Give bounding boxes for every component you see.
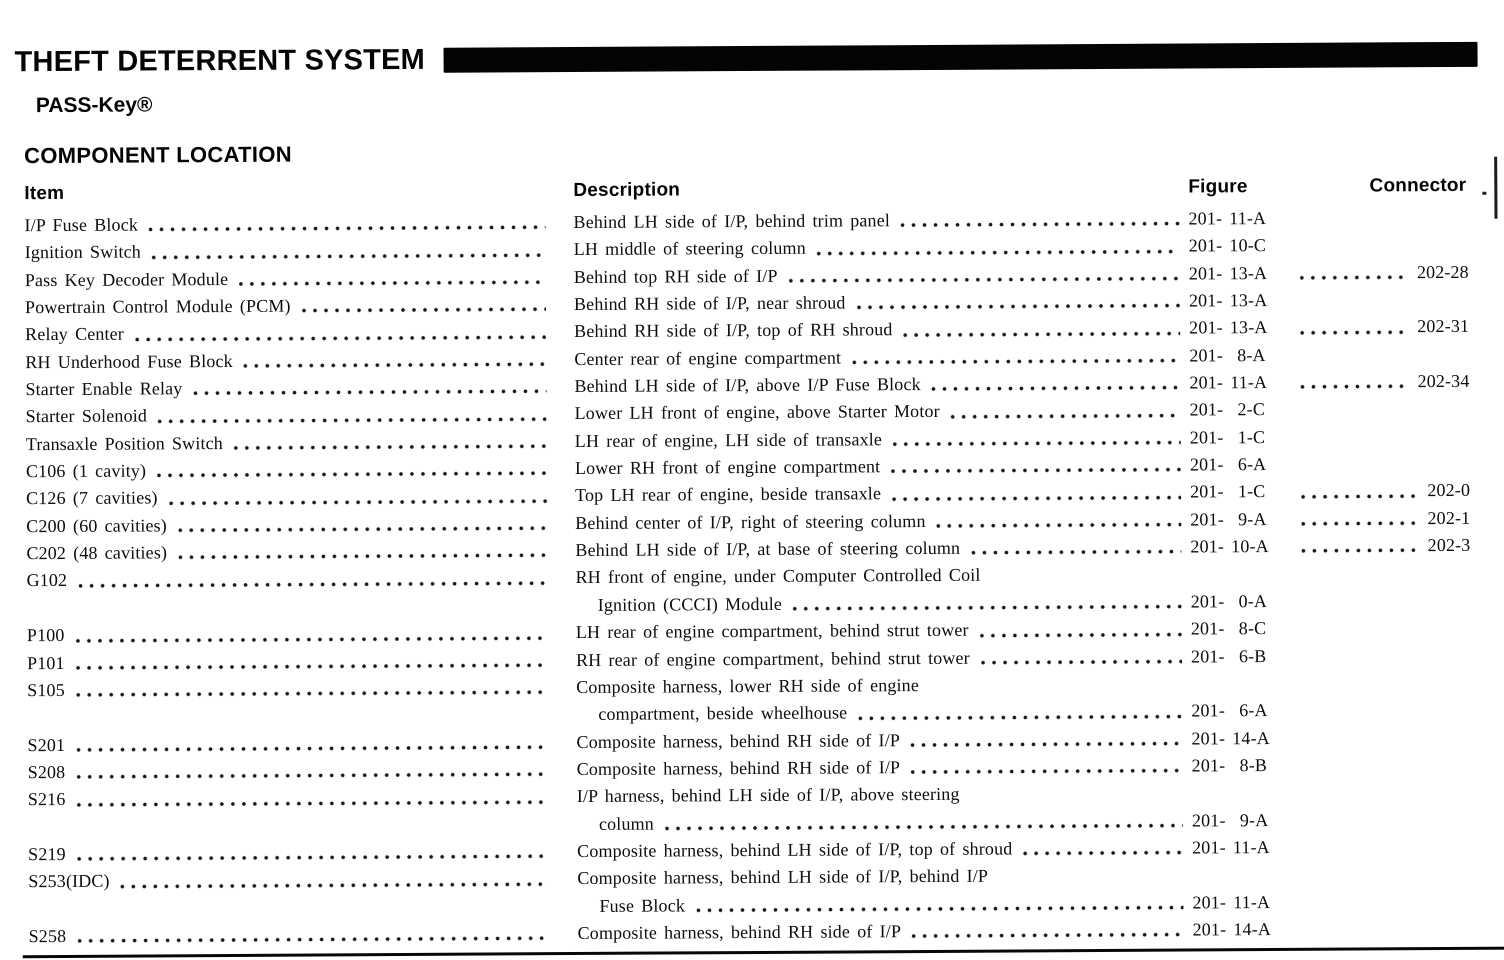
dot-leader — [665, 823, 1183, 830]
description-cell — [577, 862, 1192, 893]
dot-leader — [244, 362, 547, 368]
connector-cell — [1290, 505, 1470, 533]
dot-leader — [891, 468, 1181, 474]
section-heading: COMPONENT LOCATION — [24, 141, 292, 169]
dot-leader — [121, 882, 550, 888]
description-text: Composite harness, behind RH side of I/P — [577, 921, 902, 943]
dot-leader — [76, 800, 548, 807]
item-label: Pass Key Decoder Module — [24, 268, 229, 290]
description-cell — [576, 725, 1191, 756]
item-cell — [27, 647, 576, 678]
figure-cell: 201- 11-A — [1192, 836, 1270, 858]
description-text: Center rear of engine compartment — [574, 347, 842, 369]
description-text: Behind top RH side of I/P — [573, 265, 778, 287]
connector-cell — [1290, 532, 1470, 560]
connector-cell — [1289, 259, 1469, 287]
description-text-continued: Ignition (CCCI) Module — [597, 593, 783, 615]
connector-cell — [1289, 286, 1469, 314]
item-cell — [26, 428, 575, 459]
connector-value: 202-31 — [1417, 316, 1470, 337]
dot-leader — [892, 495, 1181, 501]
figure-cell — [1190, 560, 1290, 588]
item-cell — [27, 729, 576, 760]
connector-cell — [1288, 204, 1468, 232]
description-text-continued: Fuse Block — [599, 894, 686, 916]
description-text: Composite harness, behind RH side of I/P — [576, 757, 901, 779]
dot-leader — [793, 605, 1182, 611]
dot-leader — [857, 304, 1180, 310]
item-label: S216 — [27, 789, 66, 810]
description-cell — [577, 834, 1192, 865]
dot-leader — [696, 905, 1183, 912]
figure-cell — [1192, 779, 1292, 807]
dot-leader — [980, 632, 1182, 637]
dot-leader — [193, 390, 546, 396]
dot-leader — [981, 659, 1182, 664]
description-text: Composite harness, behind LH side of I/P, behind I/P — [577, 865, 989, 889]
item-label: S208 — [27, 761, 66, 783]
description-text: RH front of engine, under Computer Controlled Coil — [575, 565, 981, 588]
item-cell — [28, 893, 577, 924]
description-text: Behind LH side of I/P, above I/P Fuse Block — [574, 374, 921, 397]
description-text: I/P harness, behind LH side of I/P, above steering — [576, 784, 960, 807]
description-cell — [575, 424, 1190, 455]
description-text-continued: column — [598, 813, 654, 834]
figure-cell: 201- 14-A — [1192, 918, 1271, 940]
connector-value: 202-34 — [1417, 370, 1470, 392]
description-cell — [574, 260, 1189, 291]
item-cell — [27, 701, 576, 732]
dot-leader — [76, 745, 548, 752]
connector-value: 202-28 — [1416, 261, 1469, 282]
figure-cell: 201- 6-B — [1190, 645, 1267, 666]
item-label: S219 — [28, 843, 66, 865]
dot-leader — [893, 441, 1181, 447]
dot-leader — [1301, 549, 1415, 554]
description-text: LH rear of engine, LH side of transaxle — [574, 429, 883, 451]
connector-cell — [1289, 341, 1469, 369]
connector-cell — [1290, 423, 1470, 451]
title-row — [0, 0, 1502, 79]
dot-leader — [1300, 330, 1405, 335]
connector-cell — [1289, 313, 1469, 341]
figure-cell: 201- 11-A — [1188, 208, 1267, 229]
item-cell — [25, 264, 574, 295]
dot-leader — [1301, 494, 1415, 499]
connector-value: 202-0 — [1427, 480, 1471, 501]
description-cell — [574, 288, 1189, 319]
figure-cell: 201- 1-C — [1190, 481, 1266, 502]
connector-cell — [1291, 669, 1471, 697]
item-cell — [26, 537, 575, 568]
description-text: Behind LH side of I/P, at base of steering column — [575, 537, 961, 561]
description-cell — [575, 397, 1190, 428]
description-cell — [574, 342, 1189, 373]
dot-leader — [152, 253, 546, 259]
item-cell — [25, 346, 574, 377]
connector-cell — [1292, 887, 1472, 915]
connector-cell — [1292, 751, 1472, 779]
figure-cell: 201- 13-A — [1188, 262, 1268, 284]
item-cell — [28, 783, 577, 814]
item-label: S201 — [27, 734, 66, 755]
figure-cell: 201- 8-C — [1190, 618, 1267, 639]
item-label: C202 (48 cavities) — [26, 542, 168, 564]
description-text: Behind RH side of I/P, top of RH shroud — [574, 319, 893, 342]
dot-leader — [901, 222, 1180, 228]
figure-cell: 201- 9-A — [1191, 809, 1269, 831]
column-header-connector: Connector — [1369, 174, 1467, 197]
item-label: I/P Fuse Block — [24, 214, 139, 236]
description-cell — [576, 698, 1191, 729]
item-cell — [26, 400, 575, 431]
dot-leader — [1023, 851, 1183, 856]
connector-cell — [1292, 860, 1472, 888]
description-text: LH rear of engine compartment, behind strut tower — [575, 619, 969, 643]
figure-cell: 201- 6-A — [1191, 700, 1268, 721]
description-cell — [578, 916, 1193, 947]
dot-leader — [239, 280, 546, 286]
item-label: C106 (1 cavity) — [25, 460, 147, 482]
connector-cell — [1291, 641, 1471, 669]
description-text: Composite harness, behind RH side of I/P — [576, 729, 901, 752]
dot-leader — [169, 499, 547, 505]
description-cell — [576, 588, 1191, 619]
connector-cell — [1292, 805, 1472, 833]
connector-value: 202-3 — [1427, 534, 1471, 556]
dot-leader — [78, 581, 547, 588]
description-text: Composite harness, lower RH side of engine — [576, 674, 919, 697]
dot-leader — [912, 933, 1184, 939]
dot-leader — [911, 769, 1183, 775]
description-cell — [574, 315, 1189, 346]
dot-leader — [76, 663, 548, 670]
dot-leader — [77, 936, 549, 943]
item-cell — [28, 865, 577, 896]
figure-cell: 201- 11-A — [1189, 372, 1268, 393]
description-cell — [577, 752, 1192, 783]
item-label: Starter Enable Relay — [25, 378, 183, 400]
dot-leader — [858, 714, 1182, 720]
item-label: Powertrain Control Module (PCM) — [24, 295, 291, 318]
dot-leader — [178, 554, 547, 560]
figure-cell: 201- 10-C — [1188, 235, 1267, 256]
description-text: RH rear of engine compartment, behind strut tower — [575, 647, 970, 670]
dot-leader — [789, 277, 1180, 283]
dot-leader — [149, 226, 546, 232]
description-text: Lower LH front of engine, above Starter Motor — [574, 401, 940, 424]
item-cell — [26, 510, 575, 541]
dot-leader — [937, 523, 1182, 528]
column-header-item: Item — [24, 182, 65, 205]
description-cell — [575, 479, 1190, 510]
dot-leader — [76, 772, 548, 779]
figure-cell: 201- 13-A — [1189, 317, 1268, 338]
description-cell — [576, 670, 1191, 701]
dot-leader — [817, 249, 1180, 255]
connector-cell — [1293, 915, 1473, 943]
dot-leader — [971, 550, 1181, 555]
description-text: Behind center of I/P, right of steering column — [575, 510, 926, 533]
description-cell — [575, 506, 1190, 537]
item-cell — [26, 482, 575, 513]
figure-cell: 201- 14-A — [1191, 727, 1270, 749]
dot-leader — [911, 741, 1183, 747]
title-divider-bar — [444, 42, 1478, 73]
figure-cell: 201- 0-A — [1190, 590, 1268, 612]
connector-cell — [1291, 614, 1471, 642]
item-label: RH Underhood Fuse Block — [25, 350, 233, 372]
dot-leader — [904, 331, 1181, 337]
connector-cell — [1291, 696, 1471, 724]
figure-cell: 201- 2-C — [1189, 399, 1266, 420]
dot-leader — [158, 417, 547, 423]
description-cell — [573, 205, 1188, 236]
item-label: Starter Solenoid — [25, 405, 148, 427]
figure-cell — [1191, 670, 1291, 698]
connector-cell — [1290, 450, 1470, 478]
figure-cell: 201- 6-A — [1189, 454, 1267, 475]
dot-leader — [157, 472, 547, 478]
item-cell — [27, 592, 576, 623]
subsystem-title: PASS-Key® — [35, 93, 153, 118]
description-text: Behind RH side of I/P, near shroud — [573, 292, 846, 315]
description-cell — [577, 807, 1192, 838]
item-cell — [25, 236, 574, 267]
item-label: C126 (7 cavities) — [26, 487, 158, 509]
description-cell — [574, 370, 1189, 401]
dot-leader — [1300, 275, 1405, 280]
item-label: P101 — [26, 652, 65, 673]
figure-cell: 201- 8-B — [1191, 754, 1268, 776]
component-location-table — [24, 170, 1472, 951]
item-cell — [25, 291, 574, 322]
item-cell — [24, 209, 573, 240]
description-text: Composite harness, behind LH side of I/P, top of shroud — [577, 838, 1013, 861]
description-cell — [576, 616, 1191, 647]
column-header-figure: Figure — [1188, 176, 1248, 198]
dot-leader — [76, 690, 548, 697]
connector-cell — [1291, 723, 1471, 751]
description-text: LH middle of steering column — [573, 238, 806, 260]
item-label: S253(IDC) — [28, 870, 110, 892]
description-cell — [575, 534, 1190, 565]
dot-leader — [1300, 385, 1405, 390]
item-cell — [29, 920, 578, 951]
figure-cell: 201- 13-A — [1188, 290, 1268, 311]
item-cell — [25, 318, 574, 349]
item-cell — [25, 373, 574, 404]
item-label: G102 — [26, 570, 68, 591]
item-cell — [26, 455, 575, 486]
column-header-description: Description — [573, 179, 681, 202]
description-text: Behind LH side of I/P, behind trim panel — [573, 210, 891, 233]
dot-leader — [234, 444, 547, 450]
connector-cell — [1292, 778, 1472, 806]
figure-cell: 201- 11-A — [1192, 891, 1271, 913]
dot-leader — [1301, 521, 1415, 526]
table-body — [24, 204, 1472, 951]
dot-leader — [178, 526, 547, 532]
scan-speck-artifact — [1482, 192, 1486, 195]
dot-leader — [76, 636, 548, 643]
description-text: Lower RH front of engine compartment — [574, 456, 881, 479]
dot-leader — [77, 854, 549, 861]
description-cell — [576, 643, 1191, 674]
item-label: S105 — [27, 679, 65, 701]
dot-leader — [951, 413, 1181, 418]
page-title: THEFT DETERRENT SYSTEM — [14, 43, 426, 79]
connector-value: 202-1 — [1427, 507, 1471, 528]
description-cell — [575, 452, 1190, 483]
item-label: S258 — [28, 925, 67, 947]
table-header-row — [24, 170, 1468, 209]
item-cell — [27, 619, 576, 650]
figure-cell: 201- 8-A — [1189, 344, 1266, 366]
description-cell — [574, 233, 1189, 264]
figure-cell: 201- 10-A — [1190, 536, 1269, 557]
connector-cell — [1292, 833, 1472, 861]
dot-leader — [852, 359, 1180, 365]
dot-leader — [302, 308, 546, 313]
item-label: Relay Center — [25, 323, 124, 345]
description-cell — [577, 889, 1192, 920]
connector-cell — [1289, 368, 1469, 396]
dot-leader — [135, 335, 546, 341]
connector-cell — [1289, 231, 1469, 259]
figure-cell: 201- 9-A — [1190, 508, 1267, 530]
item-label: Ignition Switch — [24, 241, 141, 263]
figure-cell: 201- 1-C — [1189, 426, 1266, 448]
description-cell — [577, 780, 1192, 811]
item-cell — [28, 756, 577, 787]
item-cell — [28, 811, 577, 842]
figure-cell — [1192, 861, 1292, 889]
item-label: C200 (60 cavities) — [26, 515, 167, 536]
item-label: Transaxle Position Switch — [25, 432, 223, 454]
scan-edge-artifact — [1494, 157, 1497, 219]
description-text-continued: compartment, beside wheelhouse — [598, 702, 848, 725]
item-cell — [28, 838, 577, 869]
connector-cell — [1290, 395, 1470, 423]
item-cell — [27, 674, 576, 705]
connector-cell — [1290, 477, 1470, 505]
connector-cell — [1291, 587, 1471, 615]
connector-cell — [1290, 559, 1470, 587]
item-label: P100 — [26, 625, 65, 646]
description-text: Top LH rear of engine, beside transaxle — [575, 483, 882, 506]
item-cell — [26, 564, 575, 595]
dot-leader — [932, 386, 1181, 391]
description-cell — [575, 561, 1190, 592]
